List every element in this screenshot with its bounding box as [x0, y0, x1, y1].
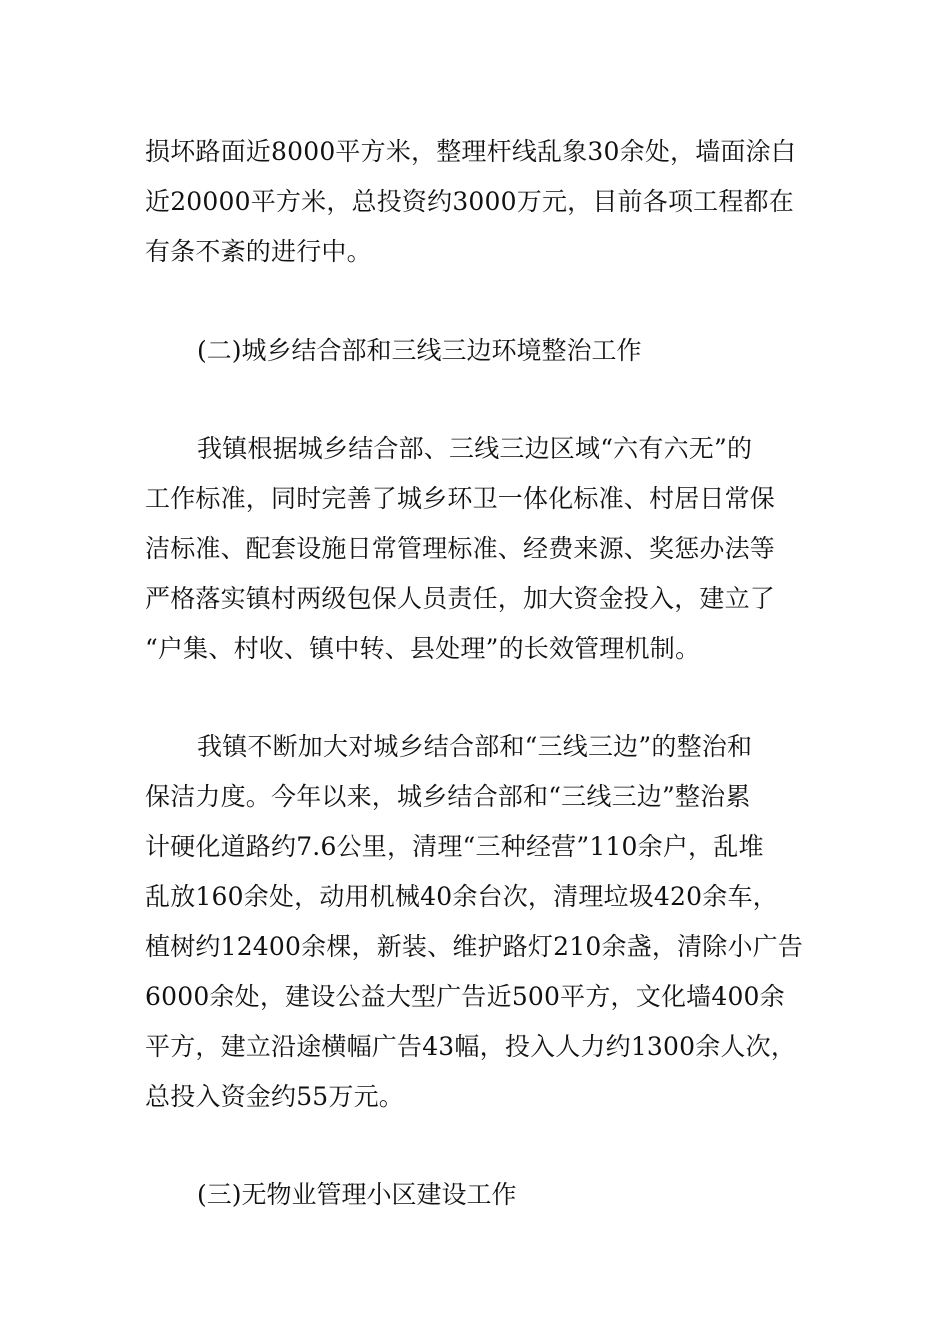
text-line: 乱放160余处，动用机械40余台次，清理垃圾420余车，	[145, 882, 778, 911]
text-line: 损坏路面近8000平方米，整理杆线乱象30余处，墙面涂白	[145, 137, 797, 166]
text-line: 计硬化道路约7.6公里，清理“三种经营”110余户，乱堆	[145, 832, 764, 861]
text-line: 严格落实镇村两级包保人员责任，加大资金投入，建立了	[145, 584, 776, 613]
text-line: 我镇根据城乡结合部、三线三边区域“六有六无”的	[197, 434, 753, 463]
text-line: 近20000平方米，总投资约3000万元，目前各项工程都在	[145, 187, 794, 216]
text-line: 总投入资金约55万元。	[145, 1082, 405, 1111]
text-line: 保洁力度。今年以来，城乡结合部和“三线三边”整治累	[145, 782, 751, 811]
text-line: “户集、村收、镇中转、县处理”的长效管理机制。	[145, 634, 701, 663]
paragraph-remediation-stats	[145, 722, 810, 1122]
text-line: 有条不紊的进行中。	[145, 237, 372, 266]
section-heading-3: (三)无物业管理小区建设工作	[197, 1180, 517, 1209]
text-line: 工作标准，同时完善了城乡环卫一体化标准、村居日常保	[145, 484, 776, 513]
text-line: 洁标准、配套设施日常管理标准、经费来源、奖惩办法等	[145, 534, 776, 563]
paragraph-standards	[145, 424, 810, 674]
text-line: 我镇不断加大对城乡结合部和“三线三边”的整治和	[197, 732, 753, 761]
text-line: 平方，建立沿途横幅广告43幅，投入人力约1300余人次，	[145, 1032, 797, 1061]
text-line: 植树约12400余棵，新装、维护路灯210余盏，清除小广告	[145, 932, 804, 961]
text-line: 6000余处，建设公益大型广告近500平方，文化墙400余	[145, 982, 785, 1011]
paragraph-project-summary	[145, 127, 810, 277]
section-heading-2: (二)城乡结合部和三线三边环境整治工作	[197, 336, 642, 365]
